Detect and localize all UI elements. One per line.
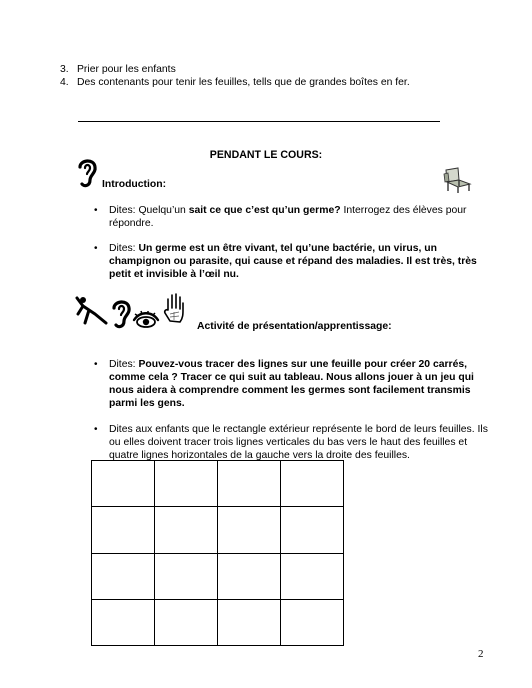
bullet-text-plain: Dites: [109, 359, 139, 370]
chair-icon [442, 166, 474, 194]
grid-cell [92, 507, 155, 553]
grid-cell [281, 461, 344, 507]
square-grid [91, 460, 344, 646]
page-number: 2 [478, 648, 484, 660]
grid-cell [155, 553, 218, 599]
grid-cell [218, 461, 281, 507]
grid-cell [281, 507, 344, 553]
list-item [60, 63, 500, 76]
grid-cell [92, 461, 155, 507]
section-heading: PENDANT LE COURS: [209, 149, 323, 161]
stretching-person-icon [75, 296, 109, 326]
bullet-text-plain: Dites: [109, 243, 139, 254]
list-item [94, 423, 494, 462]
list-item [94, 358, 494, 410]
materials-list [60, 63, 500, 89]
bullet-text-bold: Pouvez-vous tracer des lignes sur une feuille pour créer 20 carrés, comme cela ? Tracer ce qui suit au tableau. Nous allons jouer à un jeu qui nous aidera à comprendre comment les germes sont facilement transmis parmi les gens. [109, 359, 474, 409]
bullet-text [109, 242, 494, 281]
list-item [94, 242, 494, 281]
grid-cell [281, 599, 344, 645]
activity-heading: Activité de présentation/apprentissage: [197, 321, 392, 332]
grid-row [92, 599, 344, 645]
grid-cell [155, 461, 218, 507]
grid-row [92, 553, 344, 599]
ear-icon [76, 157, 98, 189]
list-item [94, 204, 494, 230]
ear-icon [110, 298, 132, 330]
grid-cell [281, 553, 344, 599]
bullet-dot: • [94, 359, 98, 370]
grid-cell [218, 599, 281, 645]
bullet-text-plain: Interrogez des élèves pour répondre. [109, 205, 467, 229]
intro-heading: Introduction: [102, 179, 167, 190]
list-item-text: Des contenants pour tenir les feuilles, tells que de grandes boîtes en fer. [77, 77, 410, 88]
bullet-dot: • [94, 243, 98, 254]
list-item-number: 3. [60, 64, 69, 75]
bullet-dot: • [94, 424, 98, 435]
intro-bullets [94, 204, 494, 281]
eye-icon [132, 310, 160, 328]
bullet-text-plain: Dites: Quelqu’un [109, 205, 189, 216]
bullet-text: Dites aux enfants que le rectangle extérieur représente le bord de leurs feuilles. Ils ou elles doivent tracer trois lignes verticales du bas vers le haut des feuilles et quatre lignes horizontales de la gauche vers la droite des feuilles. [109, 424, 488, 461]
grid-cell [155, 599, 218, 645]
grid-row [92, 507, 344, 553]
activity-bullets [94, 358, 494, 462]
hand-icon [162, 292, 188, 324]
grid-row [92, 461, 344, 507]
list-item [60, 76, 500, 89]
bullet-dot: • [94, 205, 98, 216]
grid-cell [92, 553, 155, 599]
grid-cell [218, 507, 281, 553]
grid-cell [155, 507, 218, 553]
horizontal-rule [78, 121, 440, 122]
bullet-text-bold: sait ce que c’est qu’un germe? [188, 205, 341, 216]
grid-cell [218, 553, 281, 599]
bullet-text [109, 358, 494, 410]
bullet-text [109, 204, 494, 230]
list-item-number: 4. [60, 77, 69, 88]
grid-cell [92, 599, 155, 645]
bullet-text-bold: Un germe est un être vivant, tel qu’une bactérie, un virus, un champignon ou parasite, qui cause et répand des maladies. Il est très, très petit et invisible à l’œil nu. [109, 243, 477, 280]
list-item-text: Prier pour les enfants [77, 64, 176, 75]
